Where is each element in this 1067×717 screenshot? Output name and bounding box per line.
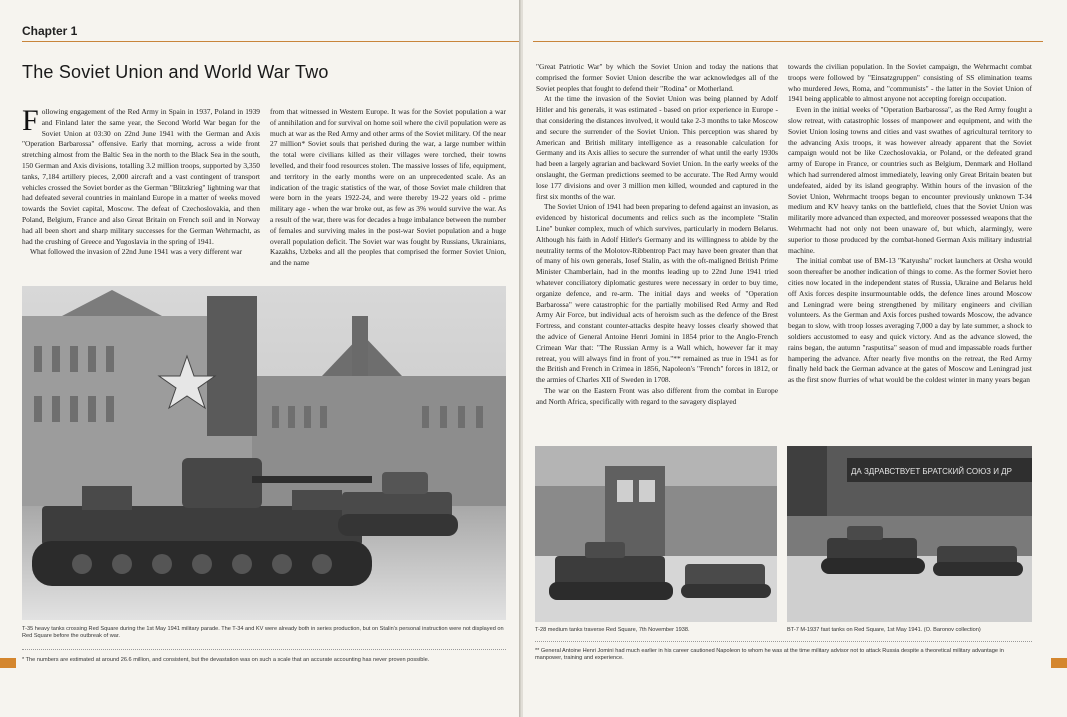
header-rule <box>533 41 1043 42</box>
t35-parade-photo <box>22 286 506 620</box>
paragraph: At the time the invasion of the Soviet Union was being planned by Adolf Hitler and his generals, it was estimated - based on prior experience in Europe - that considering the distances involved, it would take 2-3 months to take Moscow and secure the surrender of the Soviet Union. This perception was shared by American and British military intelligence as a reasonable calculation for Germany and its Axis allies to secure the surrender of what until the early 1930s had been a largely agrarian and backward Soviet Union. In the early weeks of the onslaught, the German predictions seemed to be accurate. The Red Army would lose 177 divisions and over 3 million men killed, wounded and captured in the first six months of the war. <box>536 94 778 201</box>
left-page <box>0 0 521 717</box>
photo-illustration <box>22 286 506 620</box>
right-page <box>523 0 1067 717</box>
bt7-parade-photo <box>787 446 1032 622</box>
footnote-divider <box>22 649 506 650</box>
paragraph: "Great Patriotic War" by which the Soviet Union and today the nations that comprised the former Soviet Union describe the war acknowledges all of the Soviet peoples that fought to defend their "Rodina" or Motherland. <box>536 62 778 93</box>
text-column-1 <box>22 104 260 258</box>
photo-caption: T-28 medium tanks traverse Red Square, 7th November 1938. <box>535 627 690 633</box>
header-rule <box>22 41 519 42</box>
paragraph: The war on the Eastern Front was also different from the combat in Europe and North Africa, specifically with regard to the savagery displayed <box>536 385 778 406</box>
paragraph: ollowing engagement of the Red Army in Spain in 1937, Poland in 1939 and Finland later the same year, the Second World War began for the Soviet Union at 03:30 on 22nd June 1941 with the German and Axis "Operation Barbarossa" offensive. Early that morning, across a wide front stretching almost from the Baltic Sea in the north to the Black Sea in the south, 150 German and Axis divisions, totalling 3.2 million troops, supported by 3,350 tanks, 7,184 artillery pieces, 2,000 aircraft and a vast contingent of transport vehicles crossed the Soviet border as the German "Blitzkrieg" lightning war that had defeated several countries in mainland Europe in a matter of weeks moved towards the Soviet capital, Moscow. The defeat of Czechoslovakia, and then Poland, Belgium, France and also Great Britain on French soil and in Norway had all been short and sharp military successes for the German Wehrmacht, as had the crushing of Greece and Yugoslavia in the spring of 1941. <box>22 107 260 246</box>
text-column-2 <box>270 107 506 269</box>
drop-cap: F <box>22 104 39 137</box>
text-column-3 <box>536 62 778 408</box>
photo-caption: T-35 heavy tanks crossing Red Square during the 1st May 1941 military parade. The T-34 and KV were already both in series production, but on Stalin's personal instruction were not displayed on Red Square before the outbreak of war. <box>22 626 504 640</box>
paragraph: The initial combat use of BM-13 "Katyusha" rocket launchers at Orsha would soon thereafter be another indication of things to come. As the former Soviet hero cities now located in the independent states of Russia, Ukraine and Belarus held off Axis forces despite insurmountable odds, the defence lines around Moscow and Leningrad were being strengthened by military engineers and civilian volunteers. As the German and Axis forces pushed towards Moscow, the advance began to slow, with troop losses averaging 7,000 a day by late summer, a shock to soldiers accustomed to easy and quick victory. And as the advance slowed, the rains began, the autumn "rasputitsa" season of mud and impassable roads further hampering the advance. After nearly five months on the retreat, the Red Army finally held back the German advance at the gates of Moscow and Leningrad just as the first snow flurries of what would be the coldest winter in many years began <box>788 256 1032 385</box>
paragraph: What followed the invasion of 22nd June 1941 was a very different war <box>30 247 243 257</box>
paragraph: towards the civilian population. In the Soviet campaign, the Wehrmacht combat troops were followed by "Einsatzgruppen" consisting of SS elimination teams who murdered Jews, Roma, and "communists" - the latter in the Soviet Union of 1941 being applicable to almost anyone not accepting foreign occupation. <box>788 62 1032 104</box>
t28-parade-photo <box>535 446 777 622</box>
photo-caption: BT-7 M-1937 fast tanks on Red Square, 1st May 1941. (O. Baronov collection) <box>787 627 981 633</box>
photo-illustration <box>535 446 777 622</box>
banner-slogan: ДА ЗДРАВСТВУЕТ БРАТСКИЙ СОЮЗ И ДР <box>851 467 1012 476</box>
footnote: ** General Antoine Henri Jomini had much earlier in his career cautioned Napoleon to whom he was at the time military advisor not to attack Russia despite a theoretical military advantage in manpower, training and experience. <box>535 648 1004 662</box>
footnote: * The numbers are estimated at around 26.6 million, and consistent, but the devastation was on such a scale that an accurate accounting has never proven possible. <box>22 657 430 663</box>
page-title: The Soviet Union and World War Two <box>22 62 329 82</box>
page-number-tab <box>0 658 16 668</box>
paragraph: The Soviet Union of 1941 had been preparing to defend against an invasion, as evidenced by historical documents and relics such as the incomplete "Stalin Line" bunker complex, much of which survives, particularly in modern Belarus. Although his faith in Adolf Hitler's Germany and its willingness to abide by the neutrality terms of the Molotov-Ribbentrop Pact may have been greater than that of many of his own generals, Iosef Stalin, as with the oft-maligned British Prime Minister Chamberlain, had in the months leading up to 22nd June 1941 tried whatever conciliatory diplomatic gestures were necessary in order to buy time, organize defence, and re-arm. The initial days and weeks of "Operation Barbarossa" were catastrophic for the partially mobilised Red Army and Red Army Air Force, but individual acts of heroism such as the defence of the Brest Fortress, and constant counter-attacks despite heavy losses clearly showed that the advice of General Antoine Henri Jomini in 1854 prior to the Anglo-French Crimean War that: "The Russian Army is a Wall which, however far it may retreat, you will always find in front of you."** remained as true in 1941 as for the British and French in Crimea in 1856, Napoleon's "French" forces in 1812, or the armies of Charles XII of Sweden in 1708. <box>536 202 778 385</box>
paragraph: Even in the initial weeks of "Operation Barbarossa", as the Red Army fought a slow retreat, with catastrophic losses of manpower and equipment, and with the Soviet Union losing towns and cities and vast swathes of agricultural territory to the advancing Axis troops, it was however already apparent that the Soviet campaign would not be like Czechoslovakia, or Poland, or the defeated grand army of Europe in France, or countries such as Belgium, Denmark and Holland which had surrendered almost immediately, leaving only Great Britain beaten but undefeated, aided by its island geography. Within hours of the invasion of the Soviet Union, Wehrmacht troops began to encounter previously unknown T-34 medium and KV heavy tanks on the battlefield, clues that the Soviet Union was militarily more advanced than expected, and moreover possessed weapons that the Wehrmacht had not only not been unaware of, but which, alarmingly, were superior to those produced by the combat-honed German Axis military industrial machine. <box>788 105 1033 255</box>
page-number-tab <box>1051 658 1067 668</box>
footnote-divider <box>535 641 1032 642</box>
text-column-4 <box>788 62 1032 386</box>
paragraph: from that witnessed in Western Europe. It was for the Soviet population a war of annihilation and for survival on home soil where the civil population were as much at war as the Red Army and other arms of the Soviet military. Of the near 27 million* Soviet souls that perished during the war, a large number within the total were civilians killed as their villages were torched, their towns levelled, and their food resources stolen. The massive losses of life, equipment, and territory in the early months were on an unprecedented scale. As an indication of the tragic statistics of the war, of those Soviet male children that were born in the years 1922-24, and were thereby 19-22 years old - prime military age - when the war broke out, as few as 3% would survive the war. As a result of the war, there was for decades a huge imbalance between the number of females and surviving males in the post-war Soviet population and a huge overall population deficit. The Soviet war was fought by Russians, Ukrainians, Kazakhs, Uzbeks and all the peoples that comprised the former Soviet Union, and the name <box>270 107 506 268</box>
photo-illustration <box>787 446 1032 622</box>
chapter-heading: Chapter 1 <box>22 24 78 38</box>
